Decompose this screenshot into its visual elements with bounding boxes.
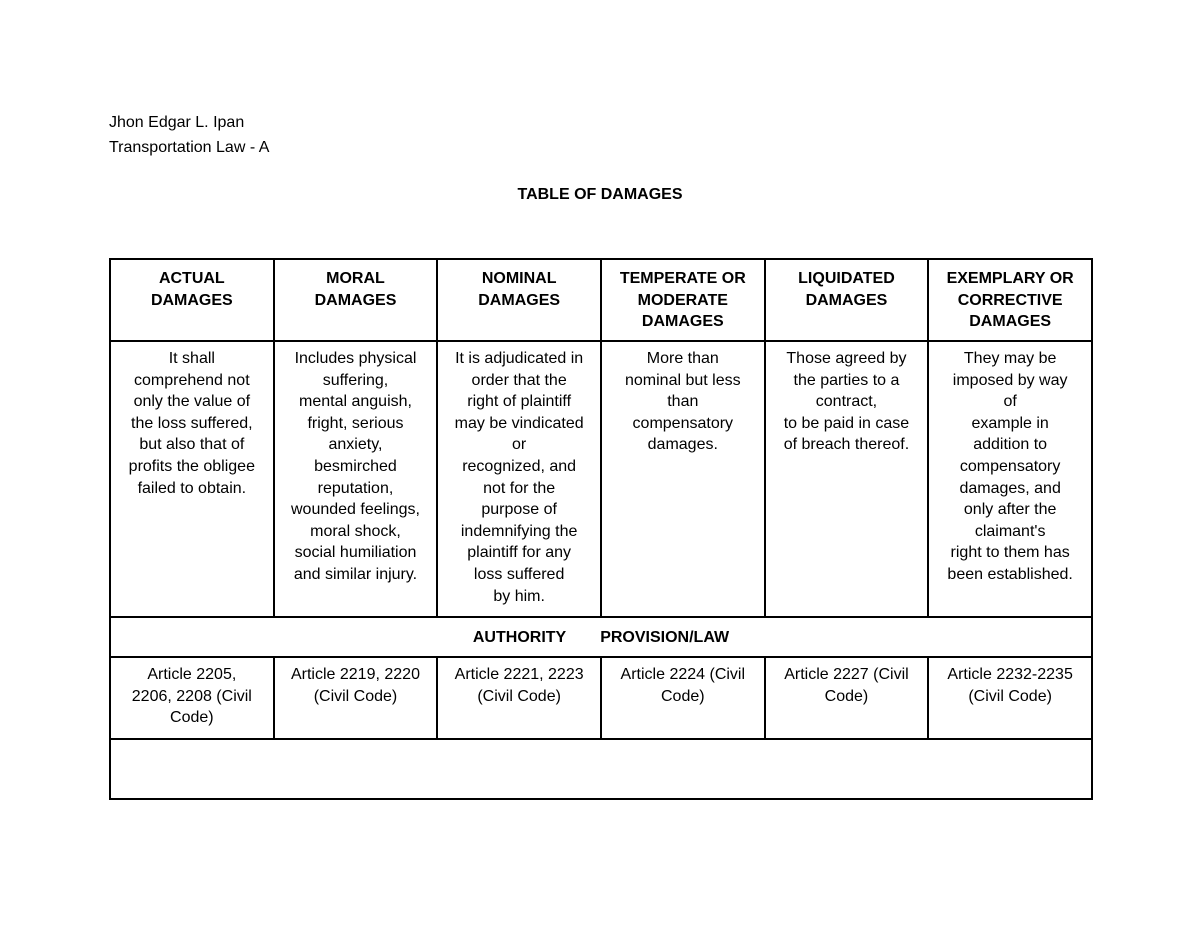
description-line: profits the obligee <box>128 457 255 475</box>
description-line: moral shock, <box>310 522 401 540</box>
provision-label: PROVISION/LAW <box>600 629 730 646</box>
description-line: example in <box>971 414 1049 432</box>
heading-line: LIQUIDATED <box>798 270 895 287</box>
description-line: It is adjudicated in <box>455 350 584 367</box>
description-cell <box>765 341 929 617</box>
provision-cell <box>601 657 765 739</box>
description-line: right of plaintiff <box>467 393 572 411</box>
author-name: Jhon Edgar L. Ipan <box>109 114 245 131</box>
description-line: plaintiff for any <box>467 544 572 562</box>
description-line: the parties to a <box>793 371 900 389</box>
description-line: It shall <box>168 350 215 367</box>
description-cell <box>110 341 274 617</box>
description-cell <box>437 341 601 617</box>
description-line: Includes physical <box>294 350 417 367</box>
description-line: imposed by way <box>952 371 1068 389</box>
provision-cell <box>274 657 438 739</box>
damages-table <box>109 258 1093 800</box>
provision-line: Code) <box>824 687 869 705</box>
description-line: social humiliation <box>294 544 417 562</box>
description-line: failed to obtain. <box>137 479 247 497</box>
provision-line: 2206, 2208 (Civil <box>131 687 252 705</box>
description-line: anxiety, <box>328 436 383 454</box>
author-block <box>109 110 269 160</box>
authority-header-cell <box>110 617 1092 657</box>
provision-line: Article 2232-2235 <box>947 666 1073 683</box>
authority-row <box>110 617 1092 657</box>
description-line: besmirched <box>314 457 397 475</box>
heading-line: ACTUAL <box>158 270 225 287</box>
heading-line: DAMAGES <box>805 291 888 309</box>
description-line: comprehend not <box>134 371 250 389</box>
column-heading <box>928 259 1092 341</box>
column-heading <box>765 259 929 341</box>
description-line: claimant's <box>974 522 1046 540</box>
description-line: wounded feelings, <box>290 501 420 519</box>
heading-line: MORAL <box>326 270 385 287</box>
description-line: may be vindicated <box>454 414 584 432</box>
description-cell <box>601 341 765 617</box>
provision-cell <box>928 657 1092 739</box>
course-name: Transportation Law - A <box>109 139 270 156</box>
column-heading <box>110 259 274 341</box>
description-line: compensatory <box>632 414 734 432</box>
description-line: and similar injury. <box>293 565 418 583</box>
provision-line: Code) <box>661 687 705 705</box>
description-line: to be paid in case <box>783 414 910 432</box>
description-line: been established. <box>947 565 1073 583</box>
description-line: purpose of <box>481 501 557 519</box>
description-line: than <box>667 393 699 411</box>
provision-line: Article 2205, <box>147 666 237 683</box>
description-line: mental anguish, <box>299 393 412 411</box>
description-line: damages. <box>647 436 718 454</box>
heading-row <box>110 259 1092 341</box>
heading-line: DAMAGES <box>314 291 397 309</box>
provision-line: Article 2221, 2223 <box>454 666 584 683</box>
description-row <box>110 341 1092 617</box>
description-line: but also that of <box>139 436 245 454</box>
description-line: not for the <box>483 479 556 497</box>
description-line: recognized, and <box>462 457 577 475</box>
description-line: More than <box>646 350 719 367</box>
heading-line: MODERATE <box>637 291 728 309</box>
provision-line: (Civil Code) <box>968 687 1052 705</box>
description-line: order that the <box>471 371 567 389</box>
description-line: indemnifying the <box>460 522 578 540</box>
heading-line: DAMAGES <box>641 313 724 331</box>
description-line: compensatory <box>959 457 1061 475</box>
provision-line: Article 2224 (Civil <box>620 666 746 683</box>
provision-line: Article 2219, 2220 <box>290 666 420 683</box>
column-heading <box>601 259 765 341</box>
description-line: contract, <box>815 393 878 411</box>
description-line: addition to <box>973 436 1048 454</box>
heading-line: TEMPERATE OR <box>619 270 746 287</box>
column-heading <box>437 259 601 341</box>
description-line: only the value of <box>133 393 251 411</box>
description-line: only after the <box>963 501 1057 519</box>
heading-line: DAMAGES <box>478 291 561 309</box>
blank-row <box>110 739 1092 799</box>
provision-cell <box>437 657 601 739</box>
heading-line: EXEMPLARY OR <box>946 270 1074 287</box>
description-line: or <box>512 436 527 454</box>
provision-cell <box>110 657 274 739</box>
description-line: the loss suffered, <box>131 414 253 432</box>
description-line: right to them has <box>950 544 1070 562</box>
description-line: Those agreed by <box>786 350 907 367</box>
document-title: TABLE OF DAMAGES <box>517 186 683 203</box>
column-heading <box>274 259 438 341</box>
provision-line: Article 2227 (Civil <box>784 666 909 683</box>
heading-line: NOMINAL <box>481 270 557 287</box>
heading-line: DAMAGES <box>150 291 233 309</box>
description-line: of breach thereof. <box>783 436 910 454</box>
authority-label: AUTHORITY <box>472 629 567 646</box>
provision-cell <box>765 657 929 739</box>
description-line: reputation, <box>317 479 394 497</box>
description-line: They may be <box>963 350 1057 367</box>
description-line: loss suffered <box>473 565 565 583</box>
description-line: by him. <box>493 587 545 605</box>
description-cell <box>928 341 1092 617</box>
description-line: damages, and <box>959 479 1061 497</box>
heading-line: DAMAGES <box>969 313 1052 331</box>
description-line: suffering, <box>322 371 389 389</box>
description-line: nominal but less <box>624 371 741 389</box>
heading-line: CORRECTIVE <box>957 291 1063 309</box>
provision-line: (Civil Code) <box>477 687 561 705</box>
provision-line: Code) <box>170 709 214 727</box>
provision-row <box>110 657 1092 739</box>
blank-cell <box>110 739 1092 799</box>
description-line: fright, serious <box>307 414 404 432</box>
description-line: of <box>1003 393 1017 411</box>
provision-line: (Civil Code) <box>313 687 398 705</box>
description-cell <box>274 341 438 617</box>
